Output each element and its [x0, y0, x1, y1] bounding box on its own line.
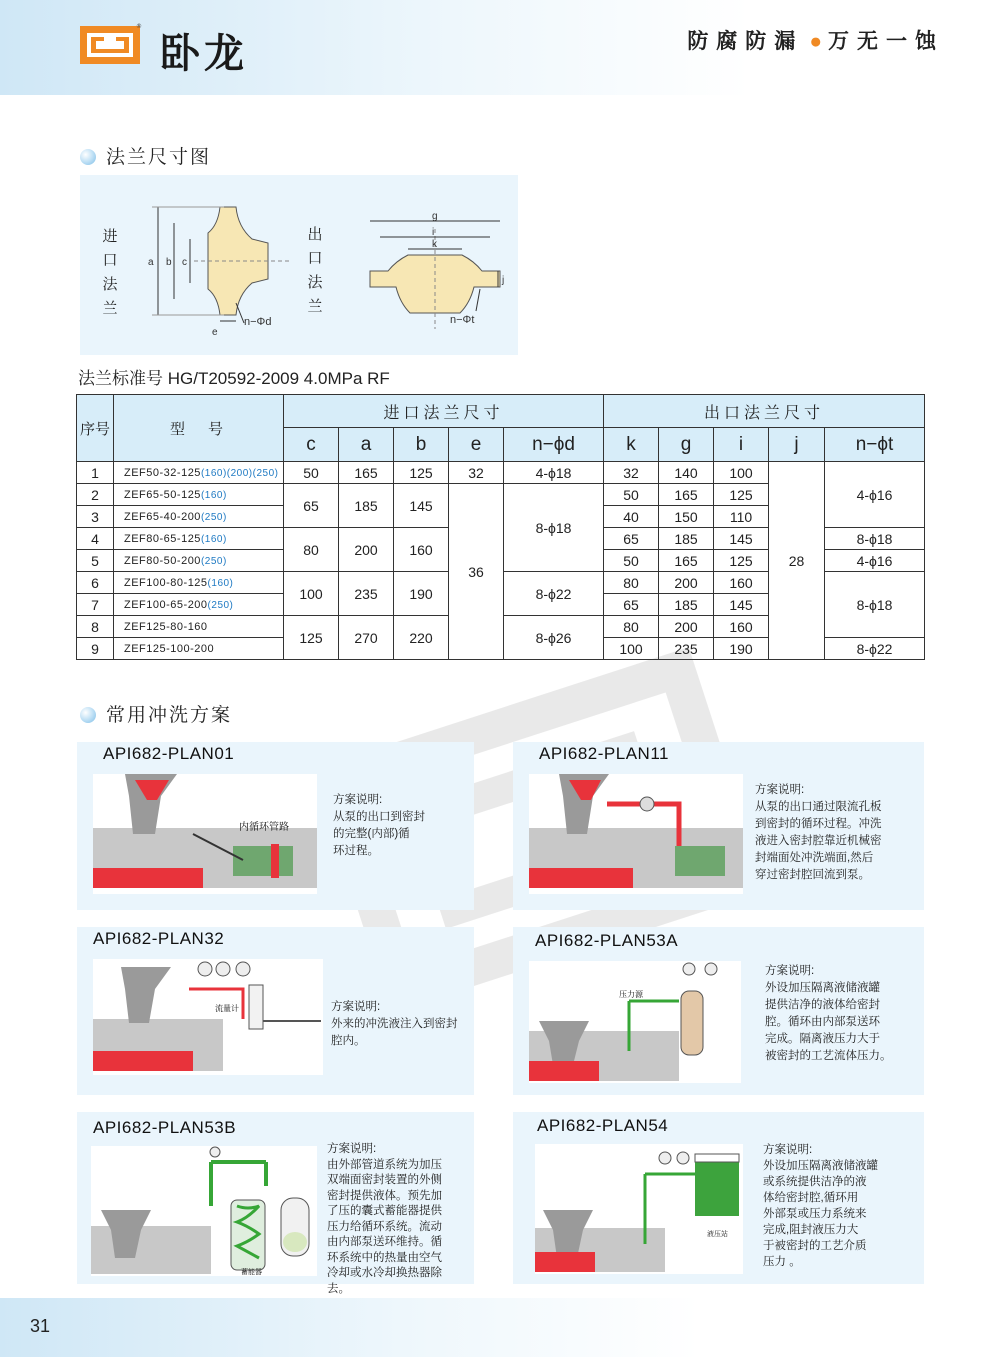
flange-dimension-table — [76, 394, 925, 660]
outlet-flange-label: 出 口 法 兰 — [307, 226, 323, 315]
inlet-flange-label: 进 口 法 兰 — [102, 228, 118, 317]
col-g: g — [659, 428, 714, 462]
plan-diagram — [91, 1146, 317, 1276]
plan-description: 方案说明: 从泵的出口到密封 的完整(内部)循 环过程。 — [333, 794, 425, 857]
table-row: 4 ZEF80-65-125(160) 80 200 160 65 185 145 8-ϕ18 — [77, 528, 925, 550]
slogan-dot-icon: ● — [809, 30, 822, 53]
dim-nt: n−Φt — [450, 314, 475, 326]
table-row: 1 ZEF50-32-125(160)(200)(250) 50 165 125 32 4-ϕ18 32 140 100 28 4-ϕ16 — [77, 462, 925, 484]
flange-diagram — [80, 175, 518, 355]
bullet-icon — [80, 707, 96, 723]
plan-title: API682-PLAN11 — [539, 744, 669, 763]
slogan-right: 万无一蚀 — [828, 30, 944, 53]
img-label: 流量计 — [215, 1004, 239, 1013]
table-row: 9 ZEF125-100-200 100 235 190 8-ϕ22 — [77, 638, 925, 660]
table-row: 6 ZEF100-80-125(160) 100 235 190 8-ϕ22 80 200 160 8-ϕ18 — [77, 572, 925, 594]
table-row: 2 ZEF65-50-125(160) 65 185 145 36 8-ϕ18 50 165 125 — [77, 484, 925, 506]
outlet-flange-drawing — [350, 199, 520, 339]
brand-logo — [78, 22, 142, 68]
plan-diagram — [93, 959, 323, 1075]
plan-card-plan54 — [513, 1112, 924, 1284]
page-number: 31 — [30, 1316, 51, 1336]
plan-title: API682-PLAN53B — [93, 1118, 237, 1137]
plan-description: 方案说明: 从泵的出口通过限流孔板 到密封的循环过程。冲洗 液进入密封腔靠近机械密 封端面处冲洗端面,然后 穿过密封腔回流到泵。 — [755, 784, 882, 881]
dim-nd: n−Φd — [244, 316, 272, 328]
plan-description: 方案说明: 外设加压隔离液储液罐 或系统提供洁净的液 体给密封腔,循环用 外部泵或压力系统来 完成,阻封液压力大 于被密封的工艺介质 压力 。 — [763, 1144, 878, 1268]
col-nt: n−ϕt — [825, 428, 925, 462]
dim-a: a — [148, 257, 154, 268]
col-seq: 序号 — [77, 395, 114, 462]
plan-title: API682-PLAN32 — [93, 929, 225, 948]
plan-description: 方案说明: 外设加压隔离液储液罐 提供洁净的液体给密封 腔。循环由内部泵送环 完成。隔离液压力大于 被密封的工艺流体压力。 — [765, 965, 892, 1062]
group-inlet: 进口法兰尺寸 — [284, 395, 604, 428]
dim-k: k — [432, 239, 437, 250]
table-row: 5 ZEF80-50-200(250) 50 165 125 4-ϕ16 — [77, 550, 925, 572]
img-label: 蓄能器 — [241, 1269, 262, 1276]
plan-card-plan01 — [77, 742, 474, 910]
plan-diagram — [93, 774, 317, 894]
img-label: 液压站 — [707, 1231, 728, 1238]
inlet-flange-drawing — [140, 193, 310, 343]
plan-card-plan11 — [513, 742, 924, 910]
svg-text:®: ® — [136, 23, 142, 30]
plan-title: API682-PLAN01 — [103, 744, 235, 763]
slogan-left: 防腐防漏 — [687, 30, 804, 53]
col-nd: n−ϕd — [504, 428, 604, 462]
plan-title: API682-PLAN53A — [535, 931, 679, 950]
col-b: b — [394, 428, 449, 462]
col-c: c — [284, 428, 339, 462]
table-row: 7 ZEF100-65-200(250) 65 185 145 — [77, 594, 925, 616]
img-label: 压力源 — [619, 990, 643, 999]
dim-j: j — [502, 275, 505, 286]
brand-name: 卧龙 — [160, 30, 248, 77]
img-label: 内循环管路 — [239, 822, 289, 833]
dim-e: e — [212, 327, 218, 338]
table-row: 3 ZEF65-40-200(250) 40 150 110 — [77, 506, 925, 528]
col-j: j — [769, 428, 825, 462]
flange-standard: 法兰标准号 HG/T20592-2009 4.0MPa RF — [78, 369, 390, 388]
dim-i: i — [432, 227, 435, 238]
plan-card-plan32 — [77, 927, 474, 1095]
col-k: k — [604, 428, 659, 462]
col-a: a — [339, 428, 394, 462]
col-e: e — [449, 428, 504, 462]
table-row: 8 ZEF125-80-160 125 270 220 8-ϕ26 80 200 160 — [77, 616, 925, 638]
dim-b: b — [166, 257, 172, 268]
plan-description: 方案说明: 由外部管道系统为加压 双端面密封装置的外侧 密封提供液体。预先加 了压的囊式蓄能器提供 压力给循环系统。流动 由内部泵送环维持。循 环系统中的热量由空气 冷却或水冷却换热器除 去。 — [327, 1143, 442, 1295]
slogan — [687, 25, 944, 55]
plan-diagram — [529, 961, 741, 1083]
dim-g: g — [432, 211, 438, 222]
plan-diagram — [529, 774, 743, 894]
plans-section-title: 常用冲洗方案 — [80, 700, 232, 727]
plan-diagram — [535, 1144, 743, 1274]
plan-card-plan53a — [513, 927, 924, 1095]
plan-title: API682-PLAN54 — [537, 1116, 669, 1135]
plan-description: 方案说明: 外来的冲洗液注入到密封 腔内。 — [331, 1001, 458, 1047]
plan-card-plan53b — [77, 1112, 474, 1295]
footer-band — [0, 1298, 1000, 1357]
col-i: i — [714, 428, 769, 462]
col-model: 型 号 — [114, 395, 284, 462]
dim-c: c — [182, 257, 187, 268]
group-outlet: 出口法兰尺寸 — [604, 395, 925, 428]
bullet-icon — [80, 149, 96, 165]
flange-section-title: 法兰尺寸图 — [80, 142, 211, 169]
